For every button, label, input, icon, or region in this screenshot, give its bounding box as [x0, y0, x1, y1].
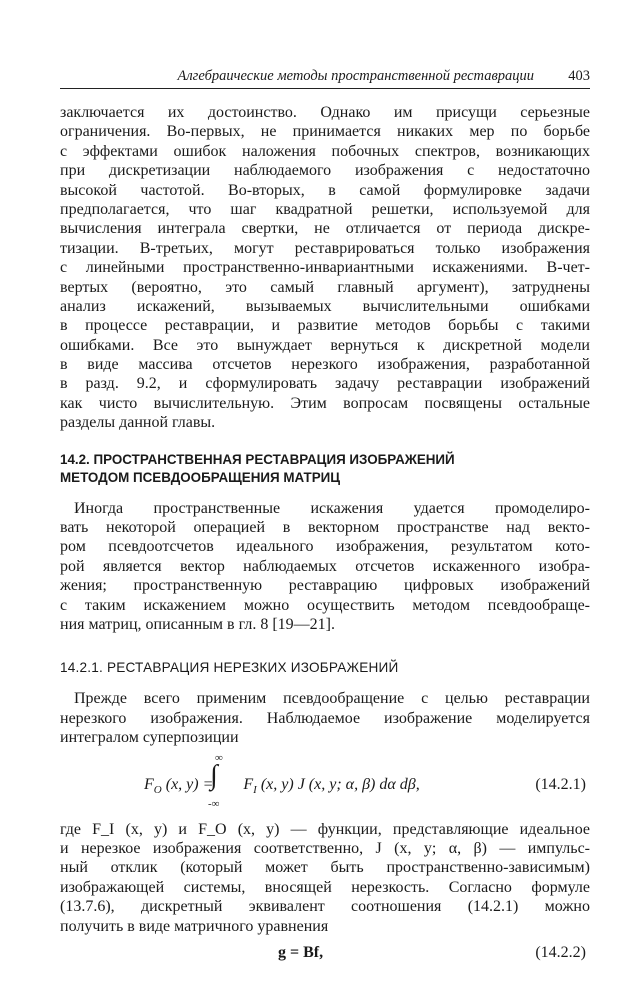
page: [60, 66, 590, 966]
text-line: в виде массива отсчетов нерезкого изображения, разработанной: [60, 356, 590, 374]
subsection-heading: 14.2.1. РЕСТАВРАЦИЯ НЕРЕЗКИХ ИЗОБРАЖЕНИЙ: [60, 660, 399, 676]
text-line: с эффектами ошибок наложения побочных спектров, возникающих: [60, 142, 590, 160]
equation-number: (14.2.1): [535, 775, 586, 793]
page-number: 403: [568, 68, 590, 84]
paragraph-limitations: [60, 103, 590, 433]
text-line: анализ искажений, вызываемых вычислительными ошибками: [60, 297, 590, 315]
rhs-symbol: F: [243, 775, 254, 793]
section-heading-line: 14.2. ПРОСТРАНСТВЕННАЯ РЕСТАВРАЦИЯ ИЗОБРАЖЕНИЙ: [60, 451, 455, 467]
lhs-args: (x, y) =: [165, 775, 214, 793]
text-line: вертых (вероятно, это самый главный аргумент), затруднены: [60, 278, 590, 296]
equation-number: (14.2.2): [535, 943, 586, 961]
text-line: ром псевдоотсчетов идеального изображения, результатом кото-: [60, 538, 590, 556]
text-line: вать некоторой операцией в векторном пространстве над векто-: [60, 519, 590, 537]
text-line: при дискретизации наблюдаемого изображения с недостаточно: [60, 162, 590, 180]
text-line: предполагается, что шаг квадратной решетки, используемой для: [60, 200, 590, 218]
text-line: с таким искажением можно осуществить методом псевдообраще-: [60, 596, 590, 614]
lhs-symbol: F: [144, 775, 154, 793]
equation-expression: g = Bf,: [278, 943, 324, 961]
section-heading: [60, 451, 590, 487]
text-line: тизации. В-третьих, могут реставрироваться только изображения: [60, 239, 590, 257]
text-line: ошибками. Все это вынуждает вернуться к дискретной модели: [60, 336, 590, 354]
text-line: Иногда пространственные искажения удается промоделиро-: [74, 499, 590, 517]
text-line: в процессе реставрации, и развитие методов борьбы с такими: [60, 317, 590, 335]
running-title: Алгебраические методы пространственной реставрации: [177, 68, 534, 84]
text-line: и нерезкое изображения соответственно, J (x, y; α, β) — импульс-: [60, 839, 590, 857]
lhs-subscript: O: [153, 783, 162, 796]
integral-sign: ∫: [210, 759, 218, 791]
equation-14-2-1: [60, 751, 590, 812]
integral-upper-limit: ∞: [215, 751, 223, 764]
text-line: разделы данной главы.: [60, 414, 216, 432]
text-line: Прежде всего применим псевдообращение с целью реставрации: [74, 690, 590, 708]
paragraph-pseudoinverse-intro: [60, 499, 590, 635]
text-line: ограничения. Во-первых, не принимается никаких мер по борьбе: [60, 123, 590, 141]
text-line: ния матриц, описанным в гл. 8 [19—21].: [60, 615, 335, 633]
text-line: (13.7.6), дискретный эквивалент соотношения (14.2.1) можно: [60, 898, 590, 916]
equation-14-2-2: [60, 942, 590, 966]
text-line: заключается их достоинство. Однако им присущи серьезные: [60, 104, 590, 121]
text-line: интегралом суперпозиции: [60, 729, 239, 747]
text-line: рой является вектор наблюдаемых отсчетов искаженного изобра-: [60, 557, 590, 575]
text-line: получить в виде матричного уравнения: [60, 917, 329, 935]
section-heading-line: МЕТОДОМ ПСЕВДООБРАЩЕНИЯ МАТРИЦ: [60, 469, 341, 485]
text-line: где F_I (x, y) и F_O (x, y) — функции, представляющие идеальное: [60, 820, 590, 838]
text-line: высокой частотой. Во-вторых, в самой формулировке задачи: [60, 181, 590, 199]
text-line: ный отклик (который может быть пространственно-зависимым): [60, 859, 590, 877]
text-line: в разд. 9.2, и сформулировать задачу реставрации изображений: [60, 375, 590, 393]
text-line: вычисления интеграла свертки, не отличается от периода дискре-: [60, 220, 590, 238]
paragraph-definitions: [60, 820, 590, 936]
text-line: как чисто вычислительную. Этим вопросам посвящены остальные: [60, 394, 590, 412]
running-header: [60, 66, 590, 89]
text-line: нерезкого изображения. Наблюдаемое изображение моделируется: [60, 709, 590, 727]
text-line: с линейными пространственно-инвариантными искажениями. В-чет-: [60, 259, 590, 277]
integral-lower-limit: -∞: [208, 797, 220, 810]
equation-expression: [144, 776, 420, 796]
rhs-subscript: I: [253, 783, 257, 796]
rhs-args: (x, y) J (x, y; α, β) dα dβ,: [260, 775, 420, 793]
text-line: жения; пространственную реставрацию цифровых изображений: [60, 577, 590, 595]
paragraph-blur-model: [60, 689, 590, 747]
text-line: изображающей системы, вносящей нерезкость. Согласно формуле: [60, 878, 590, 896]
